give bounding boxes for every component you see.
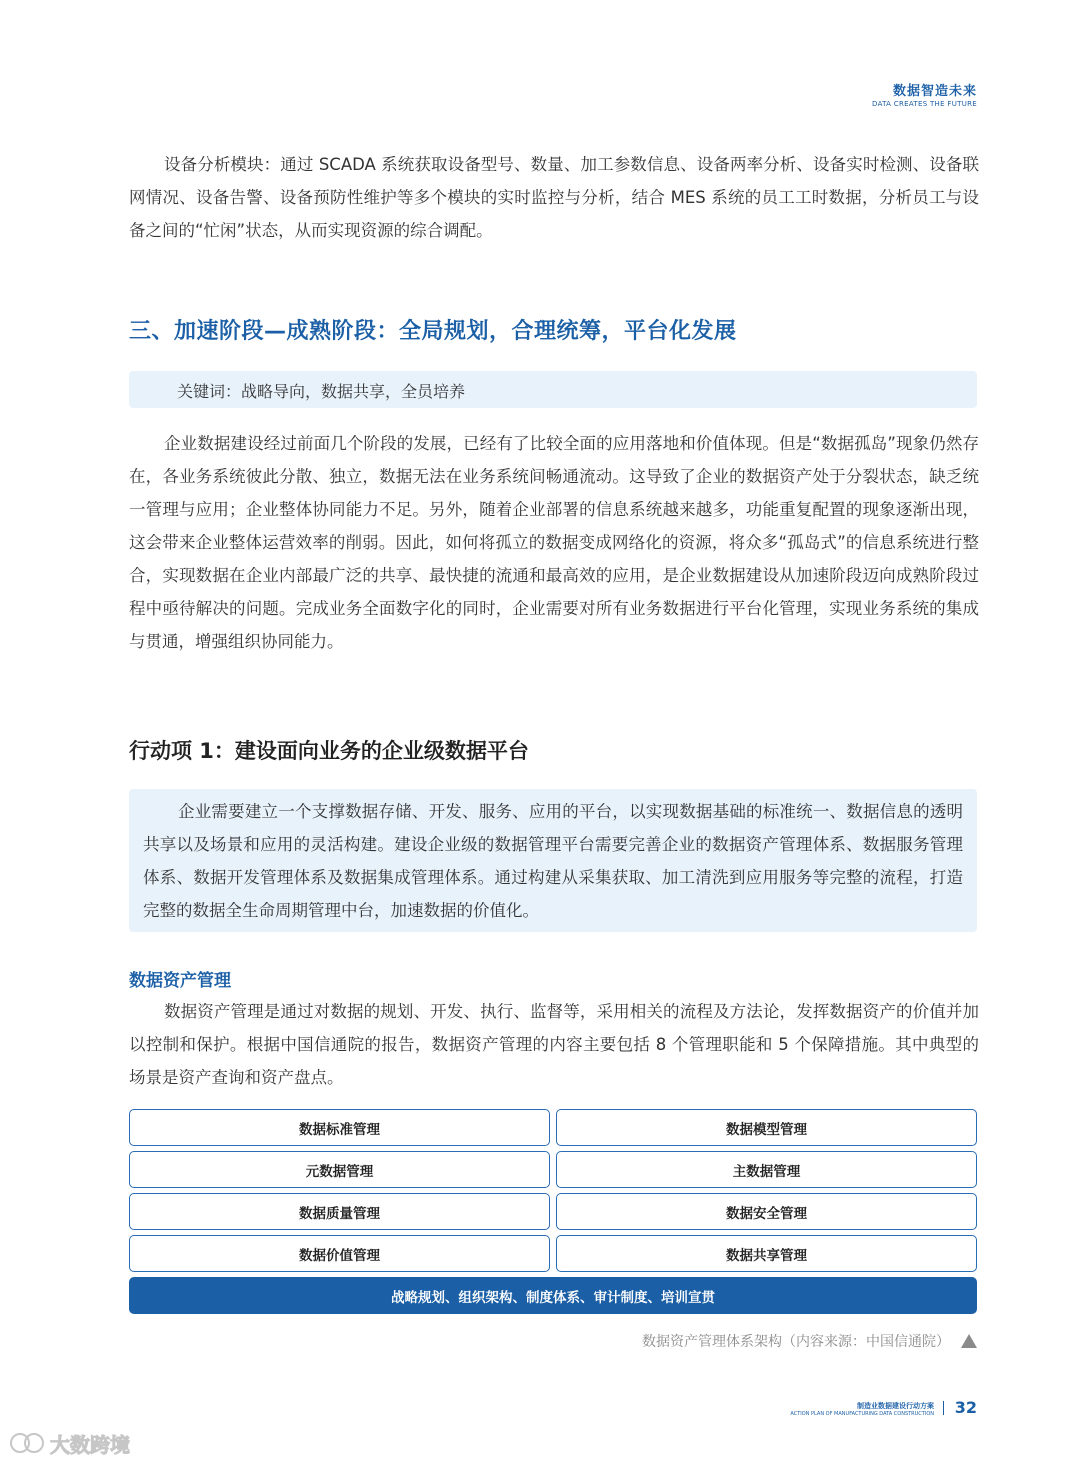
function-box: 数据标准管理 (129, 1109, 550, 1146)
foundation-bar: 战略规划、组织架构、制度体系、审计制度、培训宣贯 (129, 1277, 977, 1314)
function-box: 数据模型管理 (556, 1109, 977, 1146)
footer-divider (943, 1401, 944, 1415)
action-title: 行动项 1：建设面向业务的企业级数据平台 (129, 739, 529, 763)
keywords-text: 关键词：战略导向，数据共享，全员培养 (177, 382, 466, 401)
function-box: 主数据管理 (556, 1151, 977, 1188)
section-title: 三、加速阶段—成熟阶段：全局规划，合理统筹，平台化发展 (129, 319, 737, 344)
watermark-logo-icon (8, 1428, 48, 1458)
footer-title: 制造业数据建设行动方案 (857, 1402, 934, 1410)
triangle-icon (961, 1334, 977, 1348)
function-box: 元数据管理 (129, 1151, 550, 1188)
watermark-text: 大数跨境 (50, 1432, 130, 1457)
diagram-caption: 数据资产管理体系架构（内容来源：中国信通院） (642, 1334, 950, 1350)
action-box (129, 789, 977, 932)
page-number: 32 (954, 1398, 977, 1417)
asset-body: 数据资产管理是通过对数据的规划、开发、执行、监督等，采用相关的流程及方法论，发挥数据资产的价值并加以控制和保护。根据中国信通院的报告，数据资产管理的内容主要包括 8 个管理职能和 5 个保障措施。其中典型的场景是资产查询和资产盘点。 (129, 1002, 979, 1087)
watermark (8, 1428, 130, 1458)
keywords-box (129, 371, 977, 408)
function-box: 数据安全管理 (556, 1193, 977, 1230)
intro-paragraph: 设备分析模块：通过 SCADA 系统获取设备型号、数量、加工参数信息、设备两率分析、设备实时检测、设备联网情况、设备告警、设备预防性维护等多个模块的实时监控与分析，结合 MES 系统的员工工时数据，分析员工与设备之间的“忙闲”状态，从而实现资源的综合调配。 (129, 155, 979, 240)
section-body: 企业数据建设经过前面几个阶段的发展，已经有了比较全面的应用落地和价值体现。但是“数据孤岛”现象仍然存在，各业务系统彼此分散、独立，数据无法在业务系统间畅通流动。这导致了企业的数据资产处于分裂状态，缺乏统一管理与应用；企业整体协同能力不足。另外，随着企业部署的信息系统越来越多，功能重复配置的现象逐渐出现，这会带来企业整体运营效率的削弱。因此，如何将孤立的数据变成网络化的资源，将众多“孤岛式”的信息系统进行整合，实现数据在企业内部最广泛的共享、最快捷的流通和最高效的应用，是企业数据建设从加速阶段迈向成熟阶段过程中亟待解决的问题。完成业务全面数字化的同时，企业需要对所有业务数据进行平台化管理，实现业务系统的集成与贯通，增强组织协同能力。 (129, 434, 979, 651)
header-title: 数据智造未来 (892, 84, 977, 99)
asset-title: 数据资产管理 (129, 971, 231, 991)
header-subtitle: DATA CREATES THE FUTURE (872, 100, 977, 108)
action-box-text: 企业需要建立一个支撑数据存储、开发、服务、应用的平台，以实现数据基础的标准统一、数据信息的透明共享以及场景和应用的灵活构建。建设企业级的数据管理平台需要完善企业的数据资产管理体系、数据服务管理体系、数据开发管理体系及数据集成管理体系。通过构建从采集获取、加工清洗到应用服务等完整的流程，打造完整的数据全生命周期管理中台，加速数据的价值化。 (143, 802, 963, 920)
function-box: 数据共享管理 (556, 1235, 977, 1272)
function-box: 数据价值管理 (129, 1235, 550, 1272)
function-box: 数据质量管理 (129, 1193, 550, 1230)
footer-subtitle: ACTION PLAN OF MANUFACTURING DATA CONSTRUCTION (790, 1411, 934, 1417)
